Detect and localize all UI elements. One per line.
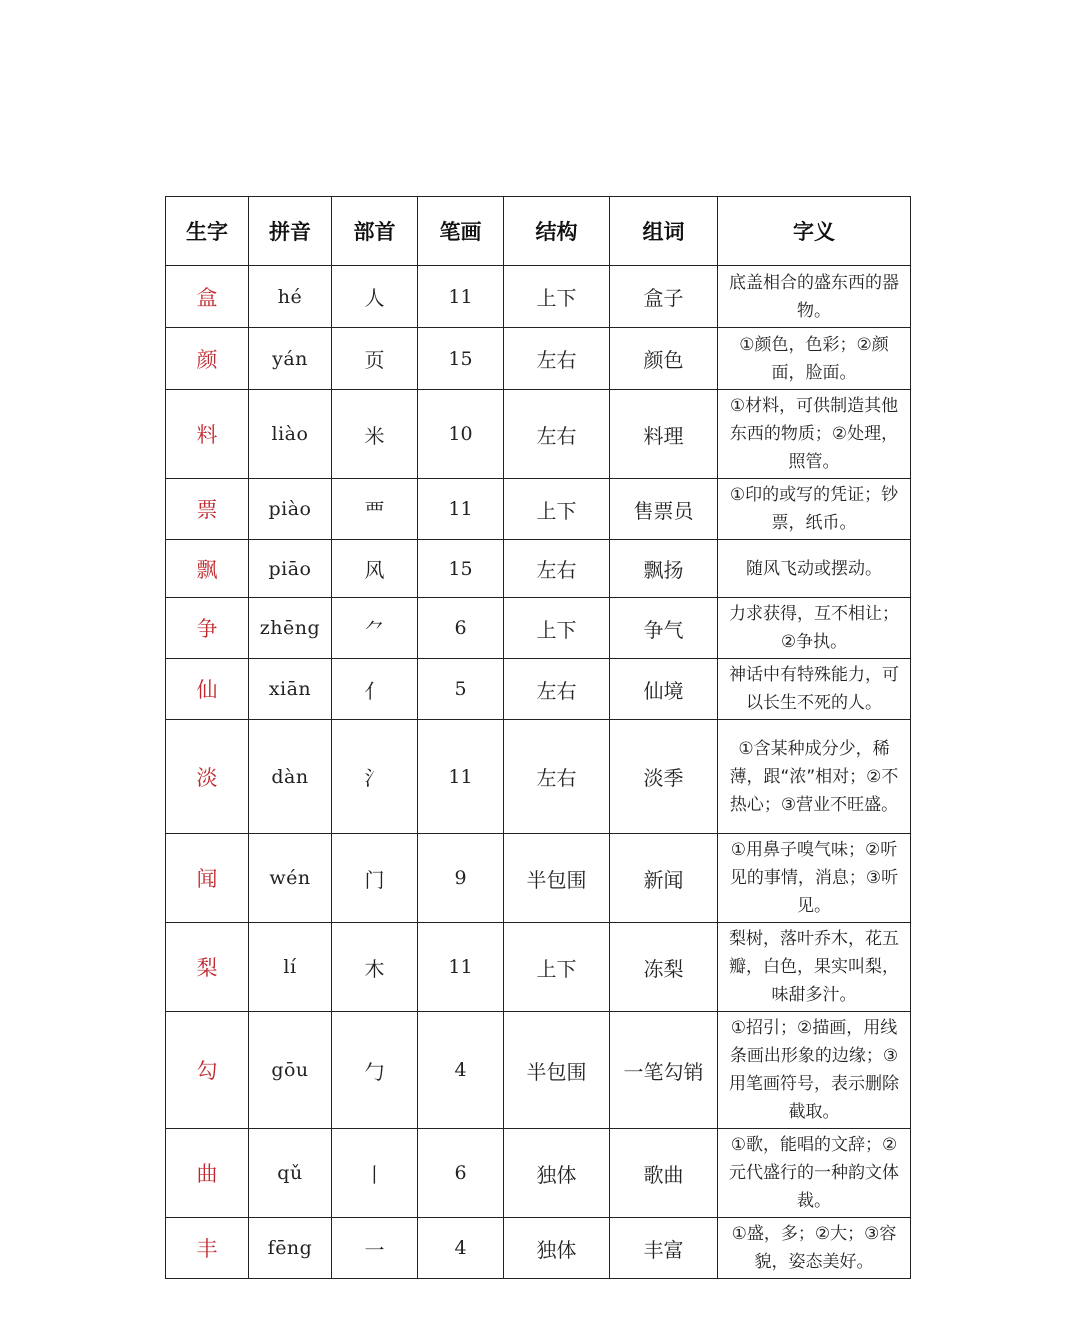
pinyin-cell: wén: [249, 834, 332, 923]
structure-cell: 半包围: [504, 834, 610, 923]
strokes-cell: 15: [418, 328, 504, 390]
word-cell: 仙境: [610, 659, 718, 720]
meaning-cell: ①含某种成分少，稀薄，跟“浓”相对；②不热心；③营业不旺盛。: [718, 720, 911, 834]
radical-cell: 门: [332, 834, 418, 923]
meaning-cell: ①歌，能唱的文辞；②元代盛行的一种韵文体裁。: [718, 1129, 911, 1218]
structure-cell: 左右: [504, 328, 610, 390]
meaning-cell: 底盖相合的盛东西的器物。: [718, 266, 911, 328]
character-cell: 票: [166, 479, 249, 540]
meaning-cell: ①颜色，色彩；②颜面，脸面。: [718, 328, 911, 390]
radical-cell: 米: [332, 390, 418, 479]
table-row: [166, 834, 911, 923]
pinyin-cell: lí: [249, 923, 332, 1012]
strokes-cell: 9: [418, 834, 504, 923]
header-word: 组词: [610, 197, 718, 266]
word-cell: 售票员: [610, 479, 718, 540]
character-cell: 淡: [166, 720, 249, 834]
character-cell: 颜: [166, 328, 249, 390]
radical-cell: 人: [332, 266, 418, 328]
meaning-cell: 随风飞动或摆动。: [718, 540, 911, 598]
strokes-cell: 5: [418, 659, 504, 720]
table-row: [166, 328, 911, 390]
strokes-cell: 4: [418, 1218, 504, 1279]
pinyin-cell: zhēng: [249, 598, 332, 659]
structure-cell: 左右: [504, 720, 610, 834]
radical-cell: 风: [332, 540, 418, 598]
table-row: [166, 479, 911, 540]
radical-cell: 亻: [332, 659, 418, 720]
meaning-cell: 神话中有特殊能力，可以长生不死的人。: [718, 659, 911, 720]
word-cell: 丰富: [610, 1218, 718, 1279]
pinyin-cell: hé: [249, 266, 332, 328]
character-cell: 仙: [166, 659, 249, 720]
structure-cell: 上下: [504, 266, 610, 328]
header-radical: 部首: [332, 197, 418, 266]
structure-cell: 上下: [504, 598, 610, 659]
pinyin-cell: fēng: [249, 1218, 332, 1279]
strokes-cell: 6: [418, 1129, 504, 1218]
header-pinyin: 拼音: [249, 197, 332, 266]
pinyin-cell: xiān: [249, 659, 332, 720]
word-cell: 盒子: [610, 266, 718, 328]
word-cell: 争气: [610, 598, 718, 659]
word-cell: 淡季: [610, 720, 718, 834]
table-header-row: [166, 197, 911, 266]
character-cell: 曲: [166, 1129, 249, 1218]
meaning-cell: ①印的或写的凭证；钞票，纸币。: [718, 479, 911, 540]
structure-cell: 左右: [504, 390, 610, 479]
radical-cell: 页: [332, 328, 418, 390]
strokes-cell: 6: [418, 598, 504, 659]
table-row: [166, 659, 911, 720]
word-cell: 歌曲: [610, 1129, 718, 1218]
table-row: [166, 923, 911, 1012]
header-character: 生字: [166, 197, 249, 266]
structure-cell: 半包围: [504, 1012, 610, 1129]
character-cell: 梨: [166, 923, 249, 1012]
character-cell: 勾: [166, 1012, 249, 1129]
table-row: [166, 540, 911, 598]
structure-cell: 独体: [504, 1218, 610, 1279]
table-row: [166, 1129, 911, 1218]
character-cell: 闻: [166, 834, 249, 923]
structure-cell: 左右: [504, 540, 610, 598]
pinyin-cell: dàn: [249, 720, 332, 834]
header-structure: 结构: [504, 197, 610, 266]
meaning-cell: ①用鼻子嗅气味；②听见的事情，消息；③听见。: [718, 834, 911, 923]
meaning-cell: ①招引；②描画，用线条画出形象的边缘；③用笔画符号，表示删除截取。: [718, 1012, 911, 1129]
table-row: [166, 1012, 911, 1129]
pinyin-cell: liào: [249, 390, 332, 479]
structure-cell: 独体: [504, 1129, 610, 1218]
character-cell: 盒: [166, 266, 249, 328]
radical-cell: 木: [332, 923, 418, 1012]
word-cell: 飘扬: [610, 540, 718, 598]
header-meaning: 字义: [718, 197, 911, 266]
meaning-cell: 力求获得，互不相让；②争执。: [718, 598, 911, 659]
radical-cell: 覀: [332, 479, 418, 540]
strokes-cell: 10: [418, 390, 504, 479]
word-cell: 冻梨: [610, 923, 718, 1012]
table-row: [166, 1218, 911, 1279]
radical-cell: ⺈: [332, 598, 418, 659]
header-strokes: 笔画: [418, 197, 504, 266]
word-cell: 料理: [610, 390, 718, 479]
character-cell: 料: [166, 390, 249, 479]
meaning-cell: ①盛，多；②大；③容貌，姿态美好。: [718, 1218, 911, 1279]
word-cell: 新闻: [610, 834, 718, 923]
table-row: [166, 266, 911, 328]
pinyin-cell: gōu: [249, 1012, 332, 1129]
table-row: [166, 720, 911, 834]
radical-cell: 勹: [332, 1012, 418, 1129]
strokes-cell: 15: [418, 540, 504, 598]
character-cell: 丰: [166, 1218, 249, 1279]
character-cell: 飘: [166, 540, 249, 598]
vocabulary-table: [165, 196, 911, 1279]
pinyin-cell: qǔ: [249, 1129, 332, 1218]
character-cell: 争: [166, 598, 249, 659]
pinyin-cell: yán: [249, 328, 332, 390]
table-row: [166, 598, 911, 659]
table-row: [166, 390, 911, 479]
radical-cell: 一: [332, 1218, 418, 1279]
word-cell: 一笔勾销: [610, 1012, 718, 1129]
strokes-cell: 11: [418, 479, 504, 540]
radical-cell: 丨: [332, 1129, 418, 1218]
structure-cell: 上下: [504, 479, 610, 540]
strokes-cell: 11: [418, 720, 504, 834]
strokes-cell: 11: [418, 923, 504, 1012]
word-cell: 颜色: [610, 328, 718, 390]
radical-cell: 氵: [332, 720, 418, 834]
meaning-cell: ①材料，可供制造其他东西的物质；②处理，照管。: [718, 390, 911, 479]
strokes-cell: 11: [418, 266, 504, 328]
table-body: [166, 266, 911, 1279]
pinyin-cell: piāo: [249, 540, 332, 598]
structure-cell: 左右: [504, 659, 610, 720]
strokes-cell: 4: [418, 1012, 504, 1129]
structure-cell: 上下: [504, 923, 610, 1012]
pinyin-cell: piào: [249, 479, 332, 540]
meaning-cell: 梨树，落叶乔木，花五瓣，白色，果实叫梨，味甜多汁。: [718, 923, 911, 1012]
